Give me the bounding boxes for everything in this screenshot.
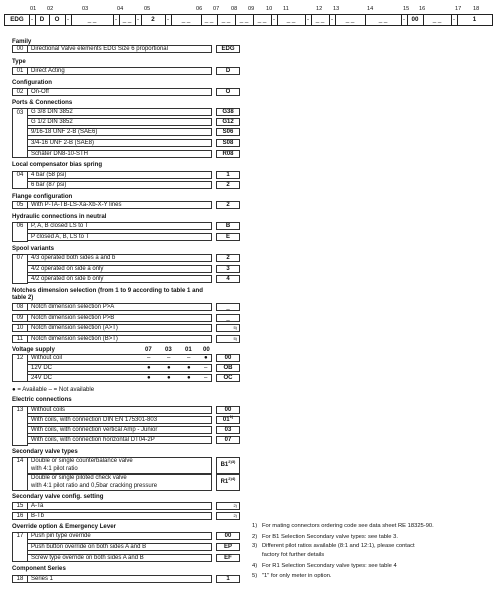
notch-desc-09: Notch dimension selection P>B — [28, 314, 212, 322]
electric-desc-3: With coils, with connection horizontal DT04-2P — [28, 436, 212, 444]
code-ports: _ _ — [87, 16, 97, 23]
footnote-1 — [252, 523, 434, 530]
section-spring-title: Local compensator bias spring — [12, 161, 103, 168]
section-electric-title: Electric connections — [12, 396, 72, 403]
voltage-desc-2: 24V DC — [31, 375, 53, 381]
series-desc: Series 1 — [28, 575, 212, 583]
voltage-desc-1: 12V DC — [31, 365, 53, 371]
hydraulic-num: 06 — [12, 222, 28, 242]
voltage-col-01: 01 — [185, 346, 192, 353]
pos-10: 10 — [266, 6, 273, 12]
pos-18: 18 — [473, 6, 480, 12]
footnote-2-text: For B1 Selection Secondary valve types: see table 3. — [262, 534, 398, 540]
voltage-mark-2-2: ● — [187, 374, 191, 381]
electric-code-0: 00 — [216, 406, 240, 414]
code-sep: - — [402, 16, 406, 23]
electric-num: 13 — [12, 406, 28, 446]
hydraulic-code-0: B — [216, 222, 240, 230]
section-ports-title: Ports & Connections — [12, 99, 73, 106]
spring-num: 04 — [12, 171, 28, 189]
notch-num-11: 11 — [12, 335, 28, 343]
hydraulic-code-1: E — [216, 233, 240, 241]
footnote-3 — [252, 543, 415, 550]
voltage-mark-1-2: ● — [187, 364, 191, 371]
electric-desc-0: Without coils — [28, 406, 212, 414]
section-secondary-title: Secondary valve types — [12, 448, 78, 455]
voltage-code-0: 00 — [216, 354, 240, 362]
hydraulic-desc-0: P, A, B closed LS to T — [28, 222, 212, 230]
section-flange-title: Flange configuration — [12, 193, 73, 200]
notch-desc-10: Notch dimension selection (A>T) — [28, 324, 212, 332]
override-desc-0: Push pin type override — [28, 532, 212, 540]
code-series: 1 — [472, 16, 477, 23]
electric-code-3: 07 — [216, 436, 240, 444]
section-secconfig-title: Secondary valve config. setting — [12, 493, 104, 500]
spring-desc-0: 4 bar (58 psi) — [28, 171, 212, 179]
section-type-title: Type — [12, 58, 26, 65]
series-num: 18 — [12, 575, 28, 583]
ports-desc-2: 9/16-18 UNF 2-B (SAE6) — [28, 128, 212, 136]
spool-code-1: 3 — [216, 265, 240, 273]
electric-code-2: 03 — [216, 426, 240, 434]
family-desc: Directional Valve elements EDG Size 6 proportional — [28, 45, 212, 53]
pos-17: 17 — [455, 6, 462, 12]
secondary-row-1 — [28, 474, 212, 491]
notch-code-09: _ — [216, 314, 240, 322]
spring-desc-1: 6 bar (87 psi) — [28, 181, 212, 189]
code-sep: - — [66, 16, 70, 23]
code-sep: - — [306, 16, 310, 23]
hydraulic-desc-1: P closed A, B, LS to T — [28, 233, 212, 241]
notch-num-08: 08 — [12, 303, 28, 311]
code-o: O — [54, 16, 60, 23]
voltage-mark-1-1: ● — [167, 364, 171, 371]
secconfig-num-15: 15 — [12, 502, 28, 510]
code-sep: - — [330, 16, 334, 23]
override-num: 17 — [12, 532, 28, 562]
section-notches-title: Notches dimension selection (from 1 to 9 according to table 1 and — [12, 287, 203, 294]
electric-code-1-sup: 1) — [229, 414, 234, 419]
footnote-3-cont-text: factory fot further details — [262, 552, 325, 558]
ports-code-1: G12 — [216, 118, 240, 126]
series-code: 1 — [216, 575, 240, 583]
voltage-mark-2-0: ● — [147, 374, 151, 381]
voltage-num: 12 — [12, 354, 28, 382]
voltage-mark-2-3: – — [204, 374, 208, 381]
footnote-4-text: For R1 Selection Secondary valve types: see table 4 — [262, 563, 397, 569]
code-notch-at: _ _ — [257, 16, 267, 23]
ports-desc-4: Schäter DN8-10-STH — [28, 150, 212, 158]
code-notch-pb: _ _ — [239, 16, 249, 23]
configuration-num: 02 — [12, 88, 28, 96]
voltage-mark-0-1: – — [167, 354, 171, 361]
code-d: D — [39, 16, 45, 23]
electric-desc-1: With coils, with connection DIN EN 175301-803 — [28, 416, 212, 424]
code-notch-pa: _ _ — [221, 16, 231, 23]
code-notch-bt: _ _ — [286, 16, 296, 23]
code-setting-a: 00 — [411, 16, 419, 23]
type-desc: Direct Acting — [28, 67, 212, 75]
ports-desc-3: 3/4-16 UNF 2-B (SAE8) — [28, 139, 212, 147]
secondary-desc-1b: with 4:1 pilot ratio and 0,5bar cracking pressure — [31, 482, 158, 489]
code-sep: - — [30, 16, 34, 23]
flange-num: 05 — [12, 201, 28, 209]
footnote-5-num: 5) — [252, 573, 258, 579]
code-edg: EDG — [10, 16, 24, 23]
secconfig-code-15: 2) — [233, 503, 237, 508]
voltage-mark-0-0: – — [147, 354, 151, 361]
voltage-code-2: OC — [216, 374, 240, 382]
secondary-code-0-box — [216, 457, 240, 474]
notch-desc-08: Notch dimension selection P>A — [28, 303, 212, 311]
voltage-code-1: OB — [216, 364, 240, 372]
override-code-1: EP — [216, 543, 240, 551]
footnote-3-text: Different pilot ratios available (8:1 and 12:1), please contact — [262, 543, 415, 549]
electric-desc-2: With coils, with connection vertical Amp - Junior — [28, 426, 212, 434]
pos-07: 07 — [213, 6, 220, 12]
section-series-title: Component Series — [12, 565, 66, 572]
notch-desc-11: Notch dimension selection (B>T) — [28, 335, 212, 343]
configuration-desc: On-Off — [28, 88, 212, 96]
voltage-col-00: 00 — [203, 346, 210, 353]
voltage-mark-0-2: – — [187, 354, 191, 361]
spool-desc-1: 4/2 operated on side a only — [28, 265, 212, 273]
footnote-3-cont — [252, 552, 324, 559]
footnote-4 — [252, 563, 397, 570]
section-override-title: Override option & Emergency Lever — [12, 523, 116, 530]
spool-code-2: 4 — [216, 275, 240, 283]
pos-03: 03 — [82, 6, 89, 12]
pos-15: 15 — [403, 6, 410, 12]
secconfig-code-16: 2) — [233, 513, 237, 518]
secconfig-code-16-box — [216, 512, 240, 520]
secondary-row-0 — [28, 457, 212, 474]
secconfig-desc-15: A-Ta — [28, 502, 212, 510]
spring-code-1: 2 — [216, 181, 240, 189]
secconfig-num-16: 16 — [12, 512, 28, 520]
ports-code-4: R08 — [216, 150, 240, 158]
ports-num: 03 — [12, 108, 28, 158]
notch-num-10: 10 — [12, 324, 28, 332]
code-flange: 2 — [151, 16, 155, 23]
code-sep: - — [272, 16, 276, 23]
voltage-desc-0: Without coil — [31, 355, 63, 361]
configuration-code: O — [216, 88, 240, 96]
footnote-5-text: "1" for only meter in option. — [262, 573, 332, 579]
secconfig-code-15-box — [216, 502, 240, 510]
secondary-code-1: R1 — [220, 479, 229, 485]
type-num: 01 — [12, 67, 28, 75]
voltage-row-12v — [28, 364, 212, 372]
voltage-mark-1-0: ● — [147, 364, 151, 371]
footnote-2-num: 2) — [252, 534, 258, 540]
family-code: EDG — [216, 45, 240, 53]
code-setting-b: _ _ — [432, 16, 442, 23]
secconfig-desc-16: B-Tb — [28, 512, 212, 520]
notch-code-11: 5) — [216, 335, 240, 343]
voltage-mark-0-3: ● — [204, 354, 208, 361]
pos-02: 02 — [47, 6, 54, 12]
section-hydraulic-title: Hydraulic connections in neutral — [12, 213, 107, 220]
electric-code-1: 01 — [222, 417, 230, 423]
ports-desc-0: G 3/8 DIN 3852 — [28, 108, 212, 116]
notch-code-08: _ — [216, 303, 240, 311]
ports-desc-1: G 1/2 DIN 3852 — [28, 118, 212, 126]
voltage-col-03: 03 — [165, 346, 172, 353]
footnote-5 — [252, 573, 332, 580]
family-num: 00 — [12, 45, 28, 53]
ports-code-0: G38 — [216, 108, 240, 116]
code-electric: _ _ — [345, 16, 355, 23]
section-spool-title: Spool variants — [12, 245, 54, 252]
footnote-4-num: 4) — [252, 563, 258, 569]
code-sep: - — [452, 16, 456, 23]
code-sep: - — [114, 16, 118, 23]
flange-code: 2 — [216, 201, 240, 209]
override-desc-2: Screw type override on both sides A and B — [28, 554, 212, 562]
override-code-0: 00 — [216, 532, 240, 540]
secondary-desc-0: Double or single counterbalance valve — [31, 458, 133, 464]
override-code-2: EF — [216, 554, 240, 562]
notch-num-09: 09 — [12, 314, 28, 322]
secondary-desc-1: Double or single piloted check valve — [31, 475, 127, 481]
code-hydraulic: _ _ — [181, 16, 191, 23]
type-code: D — [216, 67, 240, 75]
notch-code-10: 5) — [216, 324, 240, 332]
voltage-row-nocoil — [28, 354, 212, 362]
spring-code-0: 1 — [216, 171, 240, 179]
secondary-num: 14 — [12, 457, 28, 491]
secondary-desc-0b: with 4:1 pilot ratio — [31, 465, 78, 472]
voltage-mark-1-3: – — [204, 364, 208, 371]
availability-legend: ● = Available – = Not available — [12, 386, 95, 393]
code-sep: - — [166, 16, 170, 23]
section-family-title: Family — [12, 38, 32, 45]
pos-04: 04 — [117, 6, 124, 12]
spool-desc-2: 4/2 operated on side b only — [28, 275, 212, 283]
ports-code-3: S08 — [216, 139, 240, 147]
pos-13: 13 — [333, 6, 340, 12]
code-sep: - — [136, 16, 140, 23]
section-voltage-title: Voltage supply — [12, 346, 55, 353]
spool-code-0: 2 — [216, 254, 240, 262]
secondary-code-0-sup: 2)3) — [228, 459, 236, 464]
code-voltage: _ _ — [315, 16, 325, 23]
pos-16: 16 — [419, 6, 426, 12]
voltage-row-24v — [28, 374, 212, 382]
code-spool: _ _ — [204, 16, 214, 23]
flange-desc: With P-TA-TB-LS-Xa-Xb-X-Y lines — [28, 201, 212, 209]
pos-09: 09 — [248, 6, 255, 12]
pos-11: 11 — [283, 6, 289, 12]
pos-08: 08 — [231, 6, 238, 12]
voltage-mark-2-1: ● — [167, 374, 171, 381]
footnote-1-num: 1) — [252, 523, 258, 529]
secondary-code-1-sup: 2)4) — [228, 476, 236, 481]
code-spring: _ _ — [122, 16, 132, 23]
pos-05: 05 — [144, 6, 151, 12]
ordering-code-box — [4, 14, 493, 26]
pos-06: 06 — [196, 6, 203, 12]
pos-01: 01 — [30, 6, 37, 12]
section-notches-title-2: table 2) — [12, 294, 34, 301]
spool-desc-0: 4/3 operated both sides a and b — [28, 254, 212, 262]
voltage-col-07: 07 — [145, 346, 152, 353]
ports-code-2: S06 — [216, 128, 240, 136]
footnote-2 — [252, 534, 398, 541]
pos-14: 14 — [367, 6, 374, 12]
section-configuration-title: Configuration — [12, 79, 52, 86]
pos-12: 12 — [316, 6, 323, 12]
footnote-3-num: 3) — [252, 543, 258, 549]
footnote-1-text: For mating connectors ordering code see data sheet RE 18325-90. — [262, 523, 434, 529]
secondary-code-1-box — [216, 474, 240, 491]
electric-code-1-box — [216, 416, 240, 424]
override-desc-1: Push button override on both sides A and B — [28, 543, 212, 551]
code-secondary: _ _ — [378, 16, 388, 23]
secondary-code-0: B1 — [220, 462, 229, 468]
spool-num: 07 — [12, 254, 28, 284]
